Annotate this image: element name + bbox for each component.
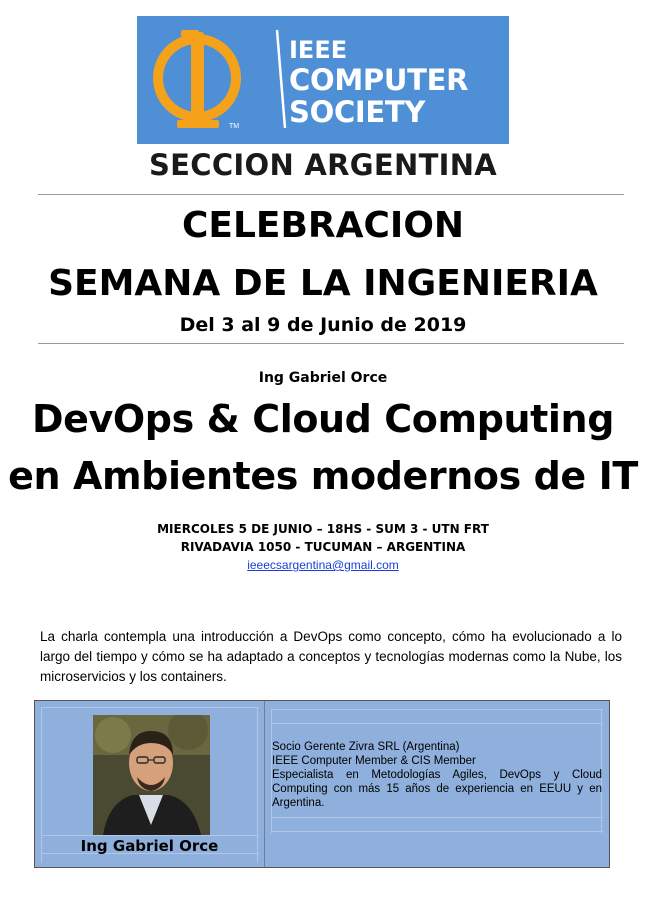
headline-celebracion: CELEBRACION [181,205,465,246]
headline-semana: SEMANA DE LA INGENIERIA [48,263,598,304]
talk-description: La charla contempla una introducción a DevOps como concepto, cómo ha evolucionado a lo largo del tiempo y cómo se ha adaptado a conceptos y tecnologías modernas como la Nube, los microservicios y los containers. [40,629,622,684]
speaker-photo-caption: Ing Gabriel Orce [80,837,219,855]
svg-text:TM: TM [229,123,240,130]
logo-line-ieee: IEEE [289,36,348,64]
headline-dates: Del 3 al 9 de Junio de 2019 [179,314,467,336]
top-divider [38,194,624,195]
bio-line-company: Socio Gerente Zivra SRL (Argentina) [272,741,460,753]
logo-line-computer: COMPUTER [289,63,469,97]
bio-line-expertise: Especialista en Metodologías Agiles, DevOps y Cloud Computing con más 15 años de experiencia en EEUU y en Argentina. [272,769,602,809]
speaker-name: Ing Gabriel Orce [258,370,388,386]
section-title: SECCION ARGENTINA [148,148,498,182]
event-date-location: MIERCOLES 5 DE JUNIO – 18HS - SUM 3 - UTN FRT [157,522,489,536]
speaker-photo [93,715,210,835]
speaker-bio [272,740,602,810]
logo-line-society: SOCIETY [289,95,426,129]
middle-divider [38,343,624,344]
panel-column-divider [264,701,265,867]
event-address: RIVADAVIA 1050 - TUCUMAN – ARGENTINA [180,540,466,554]
ieee-cs-logo [137,16,509,144]
talk-title-line1: DevOps & Cloud Computing [32,397,614,441]
contact-email-link[interactable]: ieeecsargentina@gmail.com [247,558,399,572]
speaker-bio-panel [34,700,610,868]
bio-line-membership: IEEE Computer Member & CIS Member [272,755,476,767]
talk-title-line2: en Ambientes modernos de IT [8,454,638,498]
